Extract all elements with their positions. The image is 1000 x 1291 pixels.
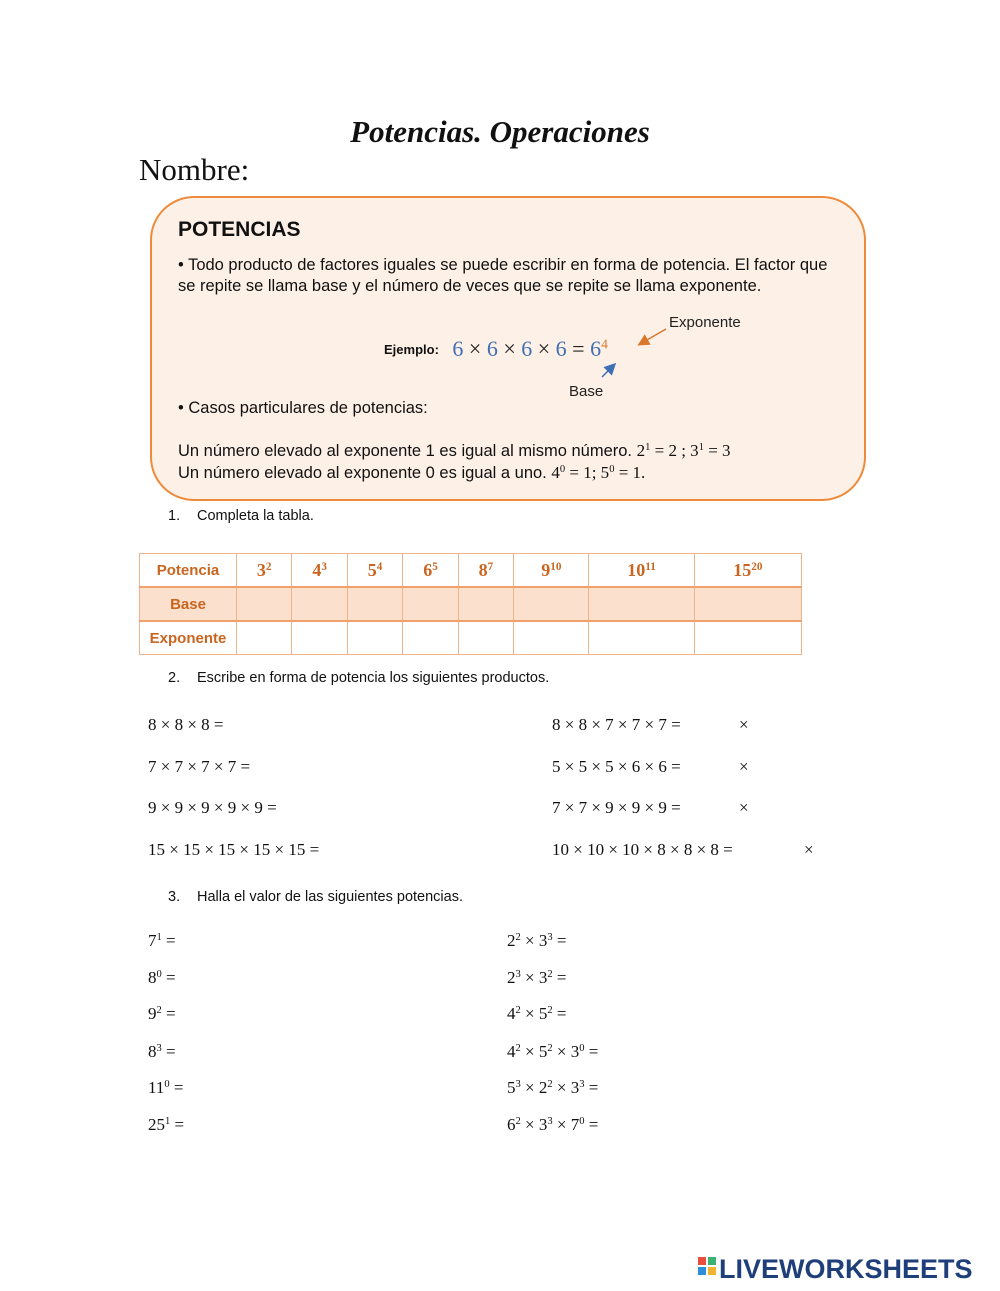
example-base: 6 [590, 336, 602, 361]
power-cell: $4^3$ [292, 554, 347, 588]
exercise3-text: Halla el valor de las siguientes potencias. [197, 889, 463, 905]
example-factor: 6 [452, 336, 464, 361]
exponent-arrow [640, 329, 666, 344]
power-expression: $8^0$ = [148, 968, 176, 987]
exponent-answer-cell[interactable] [514, 621, 589, 655]
product-left: 8 × 8 × 8 = [148, 715, 224, 734]
exercise2-text: Escribe en forma de potencia los siguientes productos. [197, 670, 550, 686]
rule-exponent-1-text: Un número elevado al exponente 1 es igual al mismo número. [178, 442, 633, 460]
product-left: 7 × 7 × 7 × 7 = [148, 757, 251, 776]
base-annotation: Base [569, 383, 604, 400]
power-expression: $9^2$ = [148, 1004, 176, 1023]
cases-title: • Casos particulares de potencias: [178, 399, 428, 417]
power-cell: $8^7$ [458, 554, 513, 588]
powers-row [140, 554, 802, 588]
product-left: 15 × 15 × 15 × 15 × 15 = [148, 840, 320, 859]
exponent-answer-cell[interactable] [589, 621, 694, 655]
power-expression: $2^3 \times 3^2$ = [507, 968, 567, 987]
product-right: 5 × 5 × 5 × 6 × 6 = [552, 757, 681, 776]
logo-icon [697, 1256, 719, 1276]
example-factor: 6 [555, 336, 567, 361]
base-answer-cell[interactable] [237, 587, 292, 621]
exponent-answer-cell[interactable] [347, 621, 402, 655]
example-factor: 6 [486, 336, 498, 361]
exercise2-number: 2. [168, 670, 181, 686]
example-times: × [468, 336, 482, 361]
power-cell: $9^{10}$ [514, 554, 589, 588]
powers-table [139, 553, 802, 655]
example-equals: = [572, 336, 585, 361]
power-expression: $6^2 \times 3^3 \times 7^0$ = [507, 1115, 599, 1134]
brand-text: LIVEWORKSHEETS [719, 1254, 973, 1284]
answer-times-sign: × [739, 715, 749, 734]
exercise2-instruction [168, 670, 549, 686]
exponent-answer-cell[interactable] [458, 621, 513, 655]
exponent-answer-cell[interactable] [694, 621, 801, 655]
product-left: 9 × 9 × 9 × 9 × 9 = [148, 798, 277, 817]
rule-exponent-0: Un número elevado al exponente 0 es igual a uno. $4^0 = 1$; $5^0 = 1$. [178, 463, 646, 482]
exponent-row [140, 621, 802, 655]
power-cell: $15^{20}$ [694, 554, 801, 588]
exponent-answer-cell[interactable] [403, 621, 458, 655]
example-arrows [590, 325, 680, 385]
example-label: Ejemplo: [384, 342, 439, 357]
rule-exponent-1: Un número elevado al exponente 1 es igual al mismo número. $2^1 = 2$ ; $3^1 = 3$ [178, 441, 731, 460]
power-expression: $5^3 \times 2^2 \times 3^3$ = [507, 1078, 599, 1097]
info-box-heading: POTENCIAS [178, 218, 301, 241]
power-expression: $7^1$ = [148, 931, 176, 950]
example-factor: 6 [521, 336, 533, 361]
exercise1-instruction [168, 508, 314, 524]
exponent-answer-cell[interactable] [292, 621, 347, 655]
power-expression: $8^3$ = [148, 1042, 176, 1061]
example-times: × [503, 336, 516, 361]
base-answer-cell[interactable] [458, 587, 513, 621]
row-label: Exponente [140, 621, 237, 655]
base-answer-cell[interactable] [514, 587, 589, 621]
power-cell: $6^5$ [403, 554, 458, 588]
power-cell: $10^{11}$ [589, 554, 694, 588]
row-label: Base [140, 587, 237, 621]
base-answer-cell[interactable] [589, 587, 694, 621]
power-cell: $3^2$ [237, 554, 292, 588]
exponent-answer-cell[interactable] [237, 621, 292, 655]
power-expression: $11^0$ = [148, 1078, 184, 1097]
example-times: × [537, 336, 551, 361]
exercise1-number: 1. [168, 508, 181, 524]
base-answer-cell[interactable] [347, 587, 402, 621]
power-cell: $5^4$ [347, 554, 402, 588]
product-right: 8 × 8 × 7 × 7 × 7 = [552, 715, 681, 734]
power-expression: $25^1$ = [148, 1115, 185, 1134]
row-label: Potencia [140, 554, 237, 588]
rule-exponent-0-text: Un número elevado al exponente 0 es igual a uno. [178, 464, 547, 482]
product-right: 7 × 7 × 9 × 9 × 9 = [552, 798, 681, 817]
base-answer-cell[interactable] [292, 587, 347, 621]
base-answer-cell[interactable] [403, 587, 458, 621]
name-label: Nombre: [139, 152, 250, 187]
exercise3-instruction [168, 889, 463, 905]
example-exponent: 4 [601, 336, 608, 352]
base-arrow [602, 365, 614, 377]
power-expression: $4^2 \times 5^2$ = [507, 1004, 567, 1023]
exercise3-number: 3. [168, 889, 181, 905]
power-expression: $2^2 \times 3^3$ = [507, 931, 567, 950]
example-expression [384, 336, 608, 362]
page-title: Potencias. Operaciones [350, 114, 650, 149]
base-row [140, 587, 802, 621]
product-right: 10 × 10 × 10 × 8 × 8 × 8 = [552, 840, 733, 859]
info-box-intro: • Todo producto de factores iguales se puede escribir en forma de potencia. El factor que se repite se llama base y el número de veces que se repite se llama exponente. [178, 256, 828, 295]
liveworksheets-logo [697, 1254, 973, 1285]
power-expression: $4^2 \times 5^2 \times 3^0$ = [507, 1042, 599, 1061]
exercise1-text: Completa la tabla. [197, 508, 314, 524]
base-answer-cell[interactable] [694, 587, 801, 621]
exponent-annotation: Exponente [669, 314, 741, 331]
answer-times-sign: × [739, 798, 749, 817]
answer-times-sign: × [739, 757, 749, 776]
answer-times-sign: × [804, 840, 814, 859]
